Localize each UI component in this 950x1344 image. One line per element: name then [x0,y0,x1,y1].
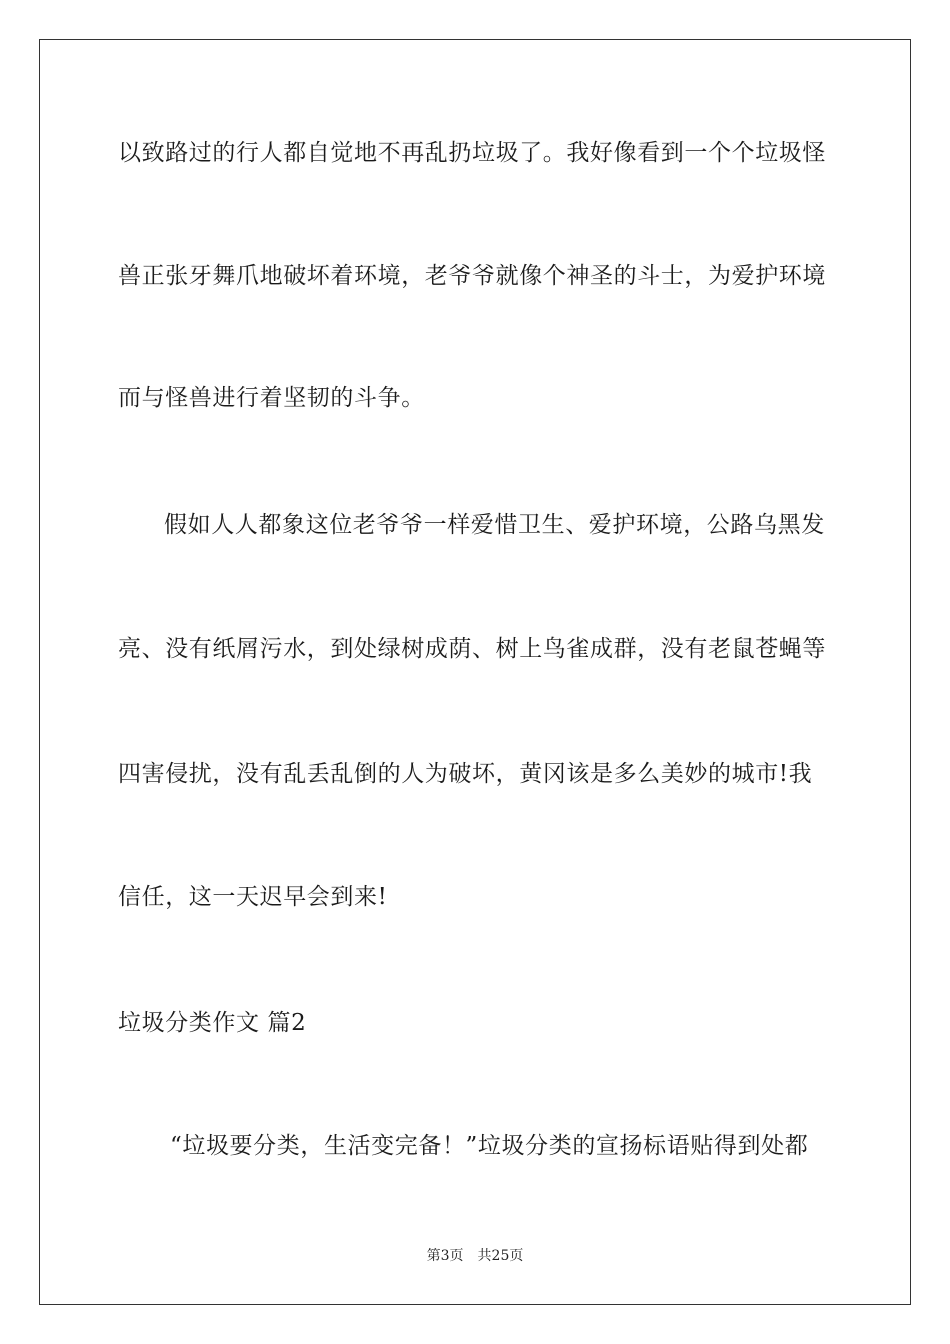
text-line-4: 假如人人都象这位老爷爷一样爱惜卫生、爱护环境，公路乌黑发 [164,512,825,538]
page-number: 第3页 [426,1248,464,1264]
total-pages: 共25页 [477,1248,524,1264]
page-footer [0,1247,950,1265]
text-line-2: 兽正张牙舞爪地破坏着环境，老爷爷就像个神圣的斗士，为爱护环境 [118,263,826,289]
text-line-7: 信任，这一天迟早会到来! [118,884,388,910]
text-line-6: 四害侵扰，没有乱丢乱倒的人为破坏，黄冈该是多么美妙的城市!我 [118,761,813,787]
section-heading: 垃圾分类作文 篇2 [118,1010,307,1036]
page-border [39,39,911,1305]
text-line-1: 以致路过的行人都自觉地不再乱扔垃圾了。我好像看到一个个垃圾怪 [118,140,826,166]
text-line-8: “垃圾要分类，生活变完备！”垃圾分类的宣扬标语贴得到处都 [170,1133,809,1159]
text-line-5: 亮、没有纸屑污水，到处绿树成荫、树上鸟雀成群，没有老鼠苍蝇等 [118,636,826,662]
text-line-3: 而与怪兽进行着坚韧的斗争。 [118,385,425,411]
